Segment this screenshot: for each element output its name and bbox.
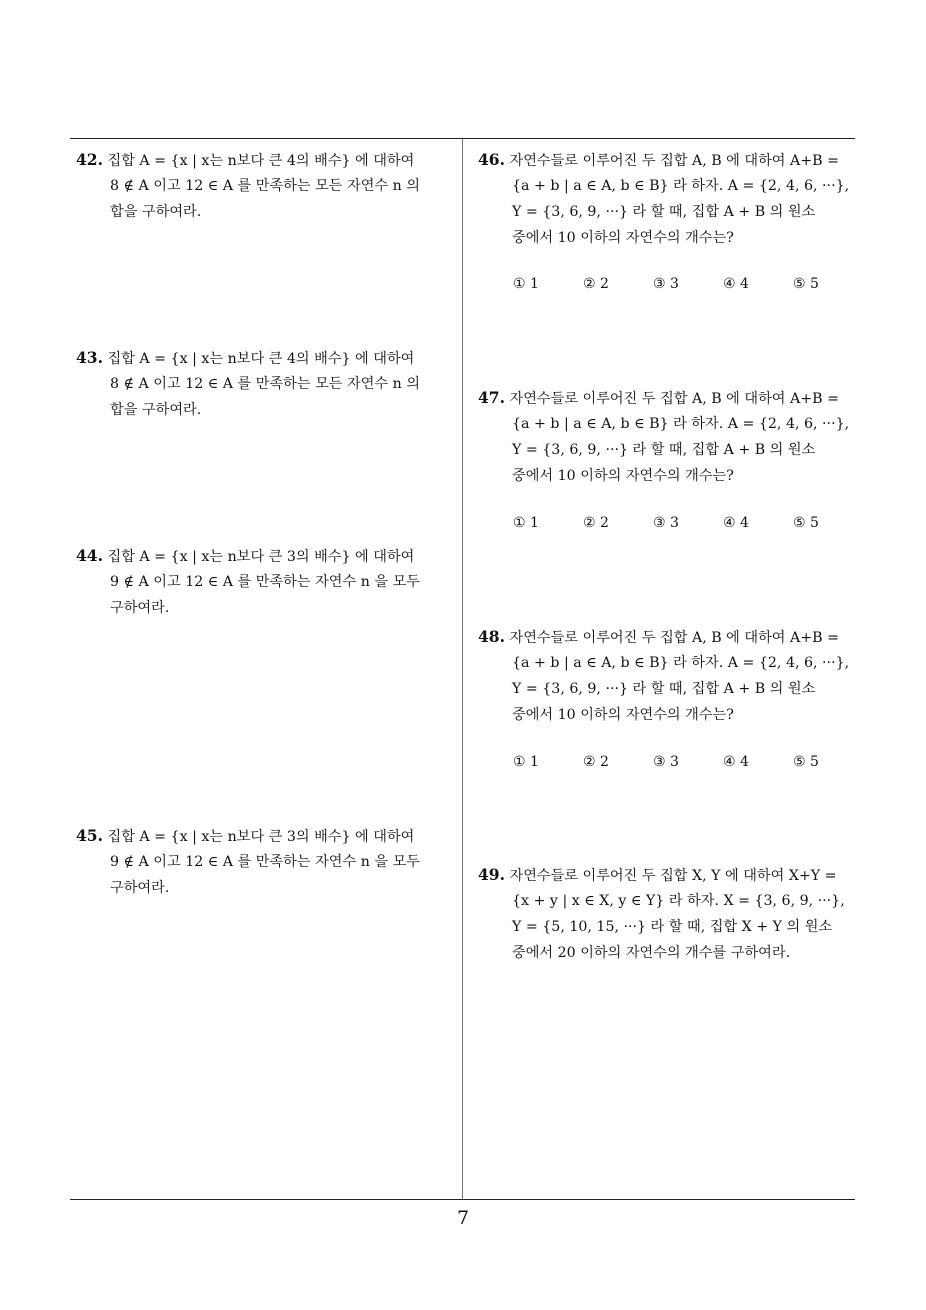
problem-number: 46.: [478, 150, 505, 169]
problem-line: 자연수들로 이루어진 두 집합 A, B 에 대하여 A+B =: [509, 630, 839, 646]
problem-line: {a + b | a ∈ A, b ∈ B} 라 하자. A = {2, 4, 6, ···},: [512, 416, 850, 432]
problem-line: 구하여라.: [110, 600, 170, 616]
problem-line: {x + y | x ∈ X, y ∈ Y} 라 하자. X = {3, 6, 9, ···},: [512, 893, 845, 909]
problem-line: 중에서 20 이하의 자연수의 개수를 구하여라.: [512, 945, 791, 961]
problem-line: Y = {3, 6, 9, ···} 라 할 때, 집합 A + B 의 원소: [512, 681, 816, 697]
choice: ⑤ 5: [793, 276, 819, 292]
problem-line: 중에서 10 이하의 자연수의 개수는?: [512, 707, 734, 723]
problem-number: 48.: [478, 627, 505, 646]
problem-line: 합을 구하여라.: [110, 204, 202, 220]
problem-44: [76, 543, 420, 621]
problem-line: 9 ∉ A 이고 12 ∈ A 를 만족하는 자연수 n 을 모두: [110, 574, 420, 590]
problem-line: 집합 A = {x | x는 n보다 큰 3의 배수} 에 대하여: [107, 829, 415, 845]
problem-line: 9 ∉ A 이고 12 ∈ A 를 만족하는 자연수 n 을 모두: [110, 854, 420, 870]
problem-49: [478, 862, 845, 966]
problem-42: [76, 147, 420, 225]
choice: ⑤ 5: [793, 754, 819, 770]
problem-line: 집합 A = {x | x는 n보다 큰 4의 배수} 에 대하여: [107, 153, 415, 169]
problem-line: 집합 A = {x | x는 n보다 큰 4의 배수} 에 대하여: [107, 351, 415, 367]
choices-47: [513, 515, 863, 531]
choice: ② 2: [583, 276, 609, 292]
problem-43: [76, 345, 420, 423]
problem-line: 구하여라.: [110, 880, 170, 896]
choice: ③ 3: [653, 515, 679, 531]
choice: ④ 4: [723, 276, 749, 292]
problem-48: [478, 624, 849, 728]
problem-line: 8 ∉ A 이고 12 ∈ A 를 만족하는 모든 자연수 n 의: [110, 178, 420, 194]
choice: ③ 3: [653, 276, 679, 292]
problem-line: 자연수들로 이루어진 두 집합 A, B 에 대하여 A+B =: [509, 153, 839, 169]
problem-line: 집합 A = {x | x는 n보다 큰 3의 배수} 에 대하여: [107, 549, 415, 565]
choice: ① 1: [513, 754, 539, 770]
choice: ④ 4: [723, 754, 749, 770]
problem-line: 8 ∉ A 이고 12 ∈ A 를 만족하는 모든 자연수 n 의: [110, 376, 420, 392]
problem-line: 자연수들로 이루어진 두 집합 X, Y 에 대하여 X+Y =: [509, 868, 837, 884]
problem-line: 중에서 10 이하의 자연수의 개수는?: [512, 468, 734, 484]
choices-48: [513, 754, 863, 770]
choices-46: [513, 276, 863, 292]
problem-line: 자연수들로 이루어진 두 집합 A, B 에 대하여 A+B =: [509, 391, 839, 407]
choice: ③ 3: [653, 754, 679, 770]
problem-47: [478, 385, 849, 489]
problem-line: {a + b | a ∈ A, b ∈ B} 라 하자. A = {2, 4, 6, ···},: [512, 655, 850, 671]
bottom-rule: [70, 1199, 855, 1200]
problem-number: 44.: [76, 546, 103, 565]
problem-line: Y = {3, 6, 9, ···} 라 할 때, 집합 A + B 의 원소: [512, 442, 816, 458]
problem-number: 43.: [76, 348, 103, 367]
choice: ② 2: [583, 515, 609, 531]
choice: ① 1: [513, 276, 539, 292]
problem-line: Y = {5, 10, 15, ···} 라 할 때, 집합 X + Y 의 원소: [512, 919, 833, 935]
choice: ④ 4: [723, 515, 749, 531]
problem-number: 49.: [478, 865, 505, 884]
problem-line: Y = {3, 6, 9, ···} 라 할 때, 집합 A + B 의 원소: [512, 204, 816, 220]
column-divider: [462, 139, 463, 1200]
choice: ① 1: [513, 515, 539, 531]
problem-line: 중에서 10 이하의 자연수의 개수는?: [512, 230, 734, 246]
problem-number: 45.: [76, 826, 103, 845]
problem-number: 42.: [76, 150, 103, 169]
problem-46: [478, 147, 849, 251]
page-number: 7: [456, 1207, 470, 1229]
choice: ② 2: [583, 754, 609, 770]
problem-line: {a + b | a ∈ A, b ∈ B} 라 하자. A = {2, 4, 6, ···},: [512, 178, 850, 194]
problem-45: [76, 823, 420, 901]
choice: ⑤ 5: [793, 515, 819, 531]
problem-number: 47.: [478, 388, 505, 407]
problem-line: 합을 구하여라.: [110, 402, 202, 418]
